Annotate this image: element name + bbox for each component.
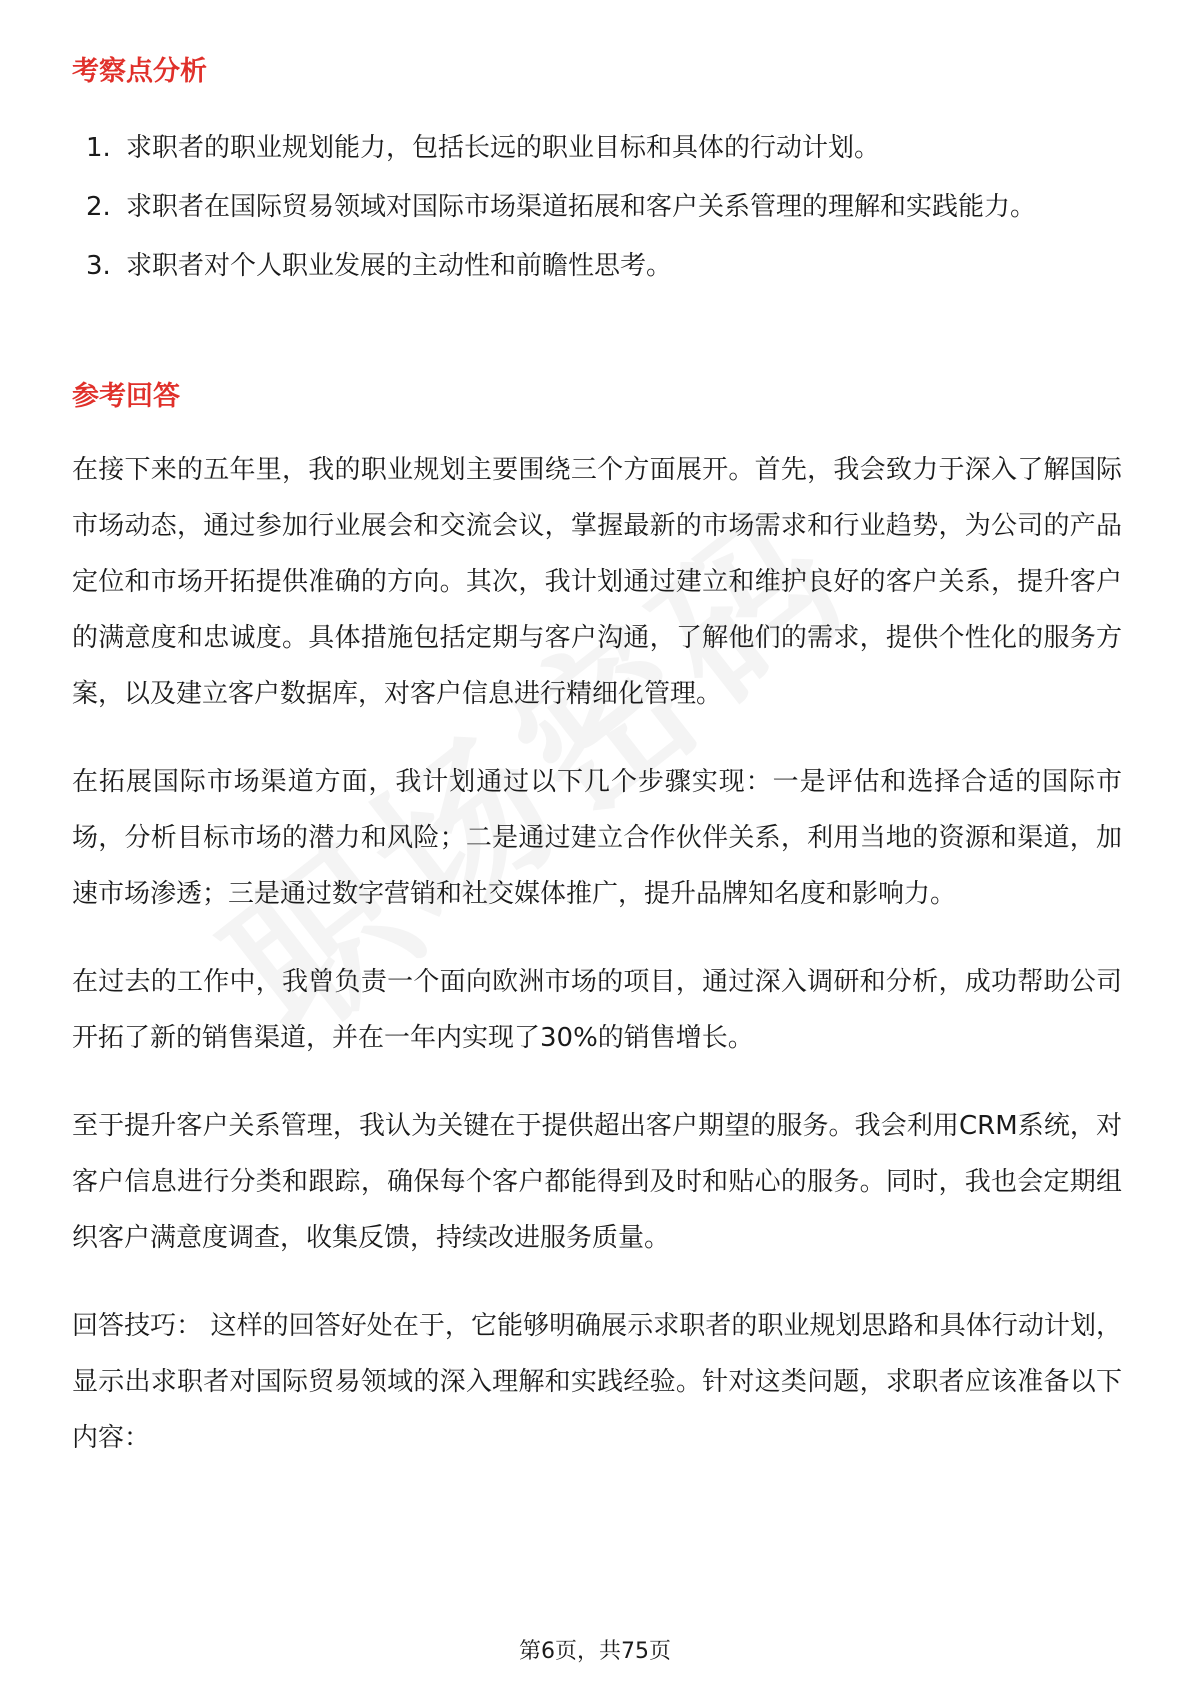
answer-paragraph: 在过去的工作中，我曾负责一个面向欧洲市场的项目，通过深入调研和分析，成功帮助公司开拓了新的销售渠道，并在一年内实现了30%的销售增长。	[72, 967, 1122, 1053]
list-item-text: 求职者对个人职业发展的主动性和前瞻性思考。	[126, 251, 673, 281]
answer-heading: 参考回答	[72, 381, 180, 412]
answer-body	[72, 442, 1122, 1498]
list-item-number: 1.	[86, 133, 111, 163]
answer-paragraph: 至于提升客户关系管理，我认为关键在于提供超出客户期望的服务。我会利用CRM系统，对客户信息进行分类和跟踪，确保每个客户都能得到及时和贴心的服务。同时，我也会定期组织客户满意度调查，收集反馈，持续改进服务质量。	[72, 1111, 1122, 1253]
list-item-number: 2.	[86, 192, 111, 222]
list-item	[86, 120, 1106, 176]
list-item-text: 求职者的职业规划能力，包括长远的职业目标和具体的行动计划。	[126, 133, 881, 163]
list-item	[86, 179, 1106, 235]
list-item	[86, 238, 1106, 294]
list-item-text: 求职者在国际贸易领域对国际市场渠道拓展和客户关系管理的理解和实践能力。	[126, 192, 1037, 222]
answer-paragraph: 在拓展国际市场渠道方面，我计划通过以下几个步骤实现：一是评估和选择合适的国际市场，分析目标市场的潜力和风险；二是通过建立合作伙伴关系，利用当地的资源和渠道，加速市场渗透；三是通过数字营销和社交媒体推广，提升品牌知名度和影响力。	[72, 767, 1122, 909]
analysis-heading: 考察点分析	[72, 56, 207, 87]
answer-paragraph: 在接下来的五年里，我的职业规划主要围绕三个方面展开。首先，我会致力于深入了解国际市场动态，通过参加行业展会和交流会议，掌握最新的市场需求和行业趋势，为公司的产品定位和市场开拓提供准确的方向。其次，我计划通过建立和维护良好的客户关系，提升客户的满意度和忠诚度。具体措施包括定期与客户沟通，了解他们的需求，提供个性化的服务方案，以及建立客户数据库，对客户信息进行精细化管理。	[72, 455, 1122, 709]
page-number-footer: 第6页，共75页	[519, 1639, 671, 1664]
answer-tips-paragraph: 回答技巧： 这样的回答好处在于，它能够明确展示求职者的职业规划思路和具体行动计划，显示出求职者对国际贸易领域的深入理解和实践经验。针对这类问题，求职者应该准备以下内容：	[72, 1311, 1122, 1453]
list-item-number: 3.	[86, 251, 111, 281]
analysis-list	[86, 120, 1106, 297]
